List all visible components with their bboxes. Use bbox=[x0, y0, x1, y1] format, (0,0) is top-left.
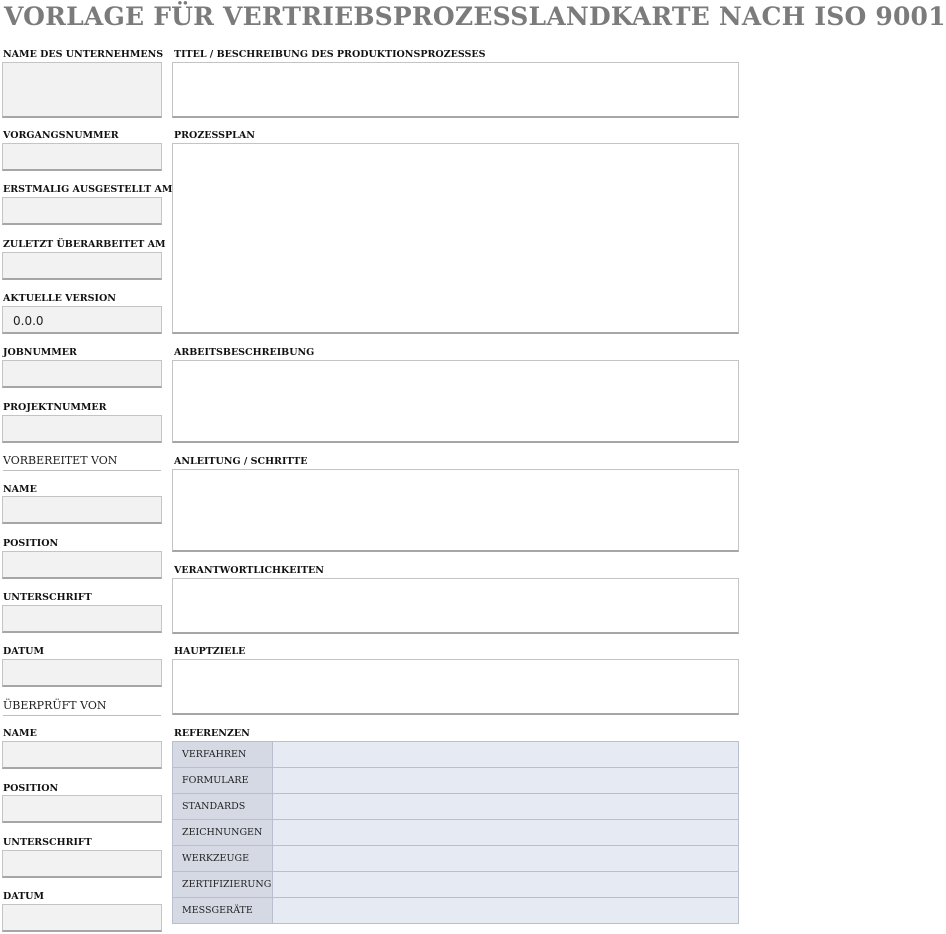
reviewed-by-position-field[interactable] bbox=[2, 795, 162, 823]
reviewed-by-heading: ÜBERPRÜFT VON bbox=[3, 699, 161, 716]
table-row bbox=[173, 898, 739, 924]
main-goals-label: HAUPTZIELE bbox=[174, 646, 246, 657]
process-plan-label: PROZESSPLAN bbox=[174, 130, 255, 141]
main-goals-field[interactable] bbox=[172, 659, 739, 715]
title-description-label: TITEL / BESCHREIBUNG DES PRODUKTIONSPROZESSES bbox=[174, 49, 486, 60]
reference-value-forms[interactable] bbox=[273, 768, 739, 794]
prepared-by-position-field[interactable] bbox=[2, 551, 162, 579]
reviewed-by-name-field[interactable] bbox=[2, 741, 162, 769]
table-row bbox=[173, 768, 739, 794]
work-description-field[interactable] bbox=[172, 360, 739, 443]
reviewed-by-name-label: NAME bbox=[3, 728, 37, 739]
reference-value-standards[interactable] bbox=[273, 794, 739, 820]
last-revised-field[interactable] bbox=[2, 252, 162, 280]
reference-value-procedures[interactable] bbox=[273, 742, 739, 768]
table-row bbox=[173, 872, 739, 898]
table-row bbox=[173, 820, 739, 846]
reference-label-certification: ZERTIFIZIERUNG bbox=[173, 872, 273, 898]
reviewed-by-signature-label: UNTERSCHRIFT bbox=[3, 837, 92, 848]
reference-label-forms: FORMULARE bbox=[173, 768, 273, 794]
process-number-field[interactable] bbox=[2, 143, 162, 171]
prepared-by-heading: VORBEREITET VON bbox=[3, 454, 161, 471]
prepared-by-name-field[interactable] bbox=[2, 496, 162, 524]
reference-value-certification[interactable] bbox=[273, 872, 739, 898]
reference-label-drawings: ZEICHNUNGEN bbox=[173, 820, 273, 846]
reference-label-tools: WERKZEUGE bbox=[173, 846, 273, 872]
references-table bbox=[172, 741, 739, 924]
prepared-by-position-label: POSITION bbox=[3, 538, 59, 549]
project-number-field[interactable] bbox=[2, 415, 162, 443]
prepared-by-date-field[interactable] bbox=[2, 659, 162, 687]
reference-label-procedures: VERFAHREN bbox=[173, 742, 273, 768]
table-row bbox=[173, 846, 739, 872]
instructions-label: ANLEITUNG / SCHRITTE bbox=[174, 456, 308, 467]
responsibilities-label: VERANTWORTLICHKEITEN bbox=[174, 565, 324, 576]
prepared-by-date-label: DATUM bbox=[3, 646, 44, 657]
table-row bbox=[173, 742, 739, 768]
reference-label-measuring-devices: MESSGERÄTE bbox=[173, 898, 273, 924]
instructions-field[interactable] bbox=[172, 469, 739, 552]
company-name-field[interactable] bbox=[2, 62, 162, 118]
process-plan-field[interactable] bbox=[172, 143, 739, 334]
responsibilities-field[interactable] bbox=[172, 578, 739, 634]
prepared-by-signature-field[interactable] bbox=[2, 605, 162, 633]
job-number-field[interactable] bbox=[2, 360, 162, 388]
prepared-by-signature-label: UNTERSCHRIFT bbox=[3, 592, 92, 603]
reference-value-drawings[interactable] bbox=[273, 820, 739, 846]
process-number-label: VORGANGSNUMMER bbox=[3, 130, 119, 141]
prepared-by-name-label: NAME bbox=[3, 484, 37, 495]
reviewed-by-date-label: DATUM bbox=[3, 891, 44, 902]
project-number-label: PROJEKTNUMMER bbox=[3, 402, 107, 413]
company-name-label: NAME DES UNTERNEHMENS bbox=[3, 49, 164, 60]
table-row bbox=[173, 794, 739, 820]
reviewed-by-date-field[interactable] bbox=[2, 904, 162, 932]
first-issued-field[interactable] bbox=[2, 197, 162, 225]
work-description-label: ARBEITSBESCHREIBUNG bbox=[174, 347, 315, 358]
job-number-label: JOBNUMMER bbox=[3, 347, 77, 358]
title-description-field[interactable] bbox=[172, 62, 739, 118]
last-revised-label: ZULETZT ÜBERARBEITET AM bbox=[3, 239, 166, 250]
current-version-value: 0.0.0 bbox=[13, 314, 44, 328]
current-version-field[interactable] bbox=[2, 306, 162, 334]
current-version-label: AKTUELLE VERSION bbox=[3, 293, 116, 304]
reference-value-measuring-devices[interactable] bbox=[273, 898, 739, 924]
reference-label-standards: STANDARDS bbox=[173, 794, 273, 820]
reviewed-by-position-label: POSITION bbox=[3, 783, 59, 794]
references-label: REFERENZEN bbox=[174, 728, 250, 739]
reviewed-by-signature-field[interactable] bbox=[2, 850, 162, 878]
document-title: VORLAGE FÜR VERTRIEBSPROZESSLANDKARTE NACH ISO 9001 bbox=[4, 2, 946, 31]
reference-value-tools[interactable] bbox=[273, 846, 739, 872]
first-issued-label: ERSTMALIG AUSGESTELLT AM bbox=[3, 184, 173, 195]
